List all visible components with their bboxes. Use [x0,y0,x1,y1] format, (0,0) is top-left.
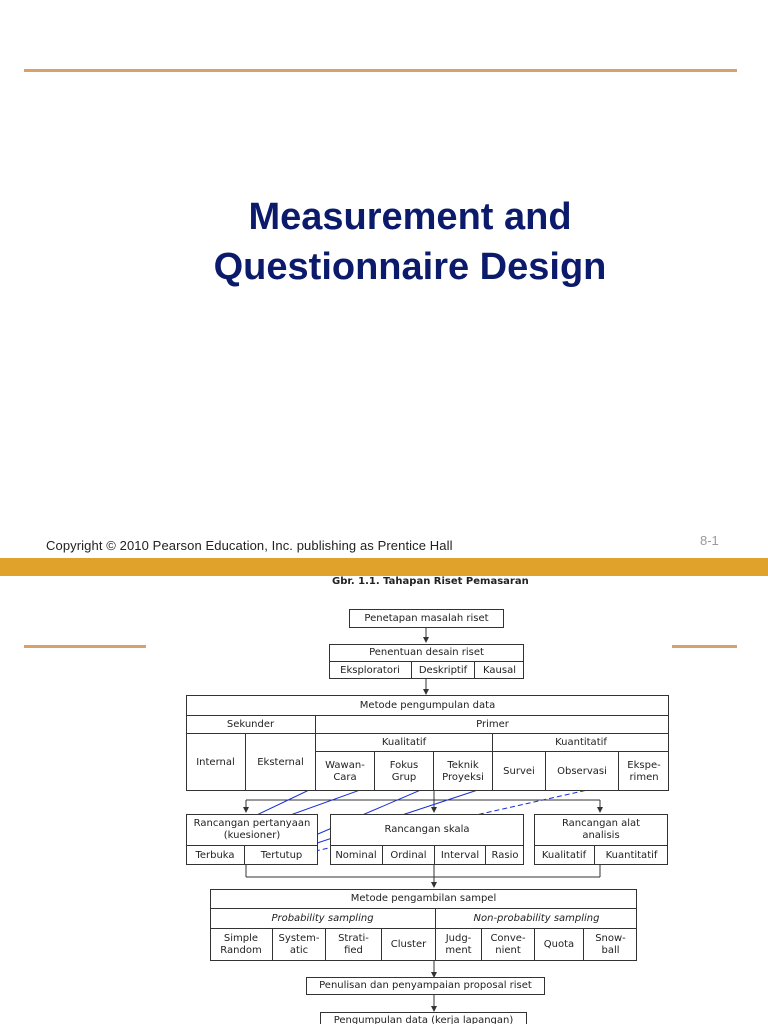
qualitative-label: Kualitatif [381,736,427,748]
scale-ratio: Rasio [491,849,519,861]
quantitative-observation: Observasi [557,765,607,777]
title-line-1: Measurement and [248,196,572,238]
sampling-quota: Quota [543,939,575,950]
step-fieldwork-label: Pengumpulan data (kerja lapangan) [333,1015,514,1024]
page-number: 8-1 [700,533,719,548]
design-type-causal: Kausal [483,664,516,676]
slide-title [110,192,710,292]
questionnaire-design-title: Rancangan pertanyaan (kuesioner) [193,818,311,841]
flowchart-figure [0,576,768,1024]
step-data-collection-title: Metode pengumpulan data [359,699,496,711]
step-problem-definition [349,609,504,628]
question-open: Terbuka [195,849,235,861]
step-research-design-title: Penentuan desain riset [369,647,484,658]
analysis-design-title: Rancangan alat analisis [561,818,641,841]
sampling-cluster: Cluster [390,939,427,950]
scale-interval: Interval [440,849,480,861]
title-line-2: Questionnaire Design [213,246,607,288]
secondary-external: Eksternal [257,756,304,768]
sampling-simple-random: Simple Random [220,933,262,956]
quantitative-label: Kuantitatif [555,736,607,748]
secondary-data-label: Sekunder [226,718,275,730]
scale-nominal: Nominal [335,849,377,861]
copyright-notice: Copyright © 2010 Pearson Education, Inc. publishing as Prentice Hall [46,538,453,553]
sampling-convenient: Conve- nient [490,933,526,956]
scale-design-title: Rancangan skala [384,824,470,835]
step-fieldwork [320,1012,527,1024]
sampling-judgment: Judg- ment [445,933,472,956]
question-closed: Tertutup [260,849,303,861]
analysis-qualitative: Kualitatif [541,849,587,861]
secondary-internal: Internal [196,756,235,768]
step-proposal-label: Penulisan dan penyampaian proposal riset [319,980,532,991]
design-type-descriptive: Deskriptif [418,664,468,676]
sampling-stratified: Strati- fied [338,933,369,956]
probability-sampling-label: Probability sampling [271,912,374,924]
step-sampling-title: Metode pengambilan sampel [350,893,497,904]
top-rule [24,69,737,72]
figure-caption: Gbr. 1.1. Tahapan Riset Pemasaran [332,576,529,587]
qualitative-interview: Wawan- Cara [325,759,365,783]
gold-band [0,558,768,576]
quantitative-survey: Survei [503,765,535,777]
quantitative-experiment: Ekspe- rimen [627,759,661,783]
qualitative-focus-group: Fokus Grup [389,759,419,783]
sampling-systematic: System- atic [278,933,320,956]
scale-ordinal: Ordinal [390,849,427,861]
analysis-quantitative: Kuantitatif [605,849,658,861]
design-type-exploratory: Eksploratori [340,664,400,676]
step-proposal [306,977,545,995]
step-problem-definition-label: Penetapan masalah riset [364,612,489,624]
primary-data-label: Primer [476,718,509,730]
non-probability-sampling-label: Non-probability sampling [473,912,600,924]
sampling-snowball: Snow- ball [595,933,626,956]
qualitative-projective: Teknik Proyeksi [442,759,484,783]
